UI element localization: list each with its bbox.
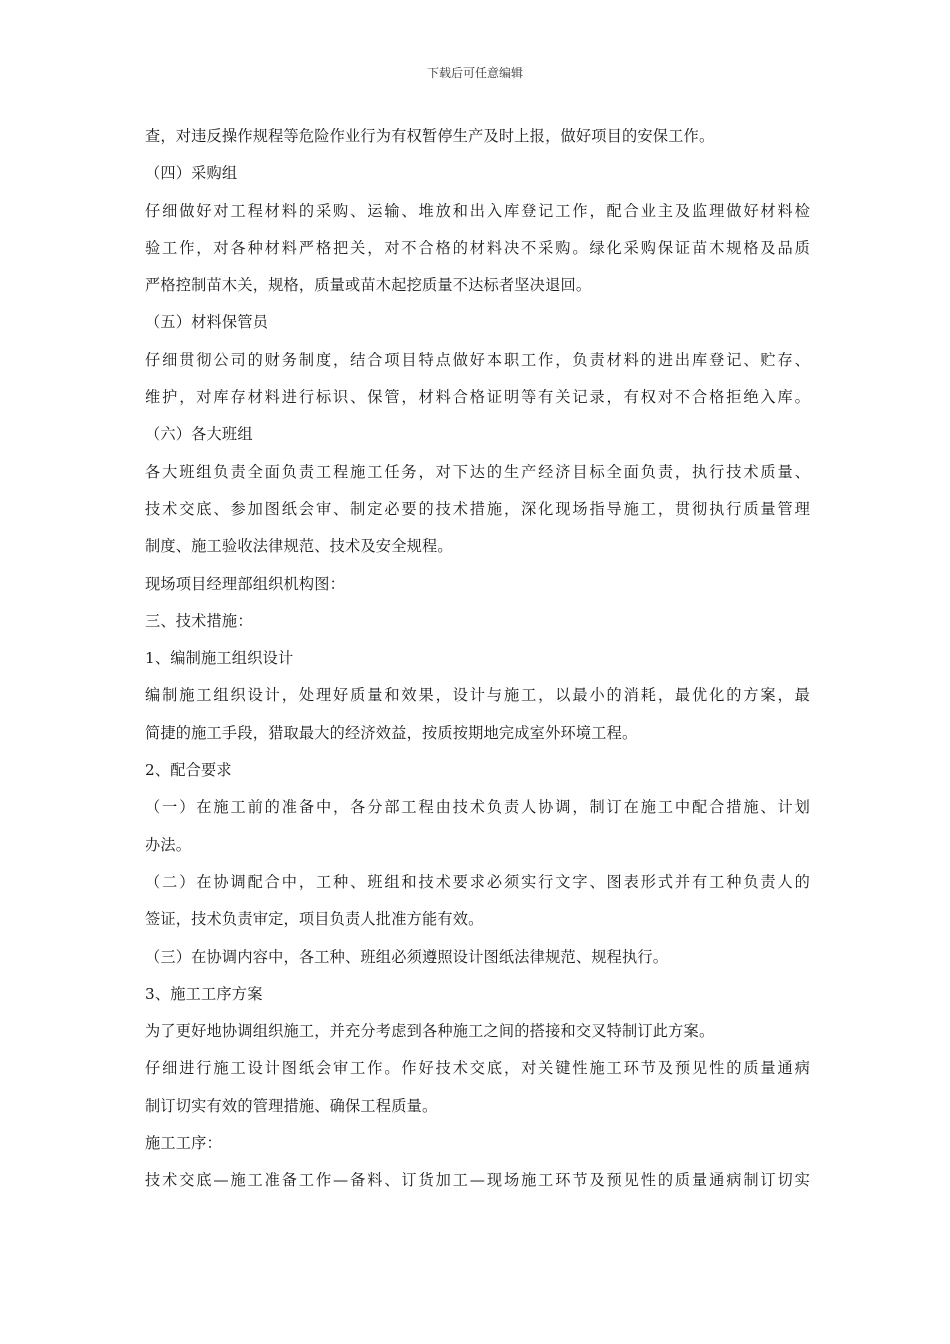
text-line: 技术交底、参加图纸会审、制定必要的技术措施，深化现场指导施工，贯彻执行质量管理 — [145, 499, 810, 518]
text-line: 1、编制施工组织设计 — [145, 649, 294, 668]
text-line: 施工工序： — [145, 1134, 222, 1153]
text-line: 仔细做好对工程材料的采购、运输、堆放和出入库登记工作，配合业主及监理做好材料检 — [145, 201, 810, 220]
text-line: 三、技术措施： — [145, 611, 253, 630]
document-body — [145, 118, 810, 1200]
text-line: （六）各大班组 — [145, 425, 253, 444]
text-line: 现场项目经理部组织机构图： — [145, 574, 346, 593]
text-line: 仔细进行施工设计图纸会审工作。作好技术交底，对关键性施工环节及预见性的质量通病 — [145, 1059, 810, 1078]
text-line: 办法。 — [145, 835, 192, 854]
text-line: （五）材料保管员 — [145, 313, 269, 332]
text-line: （一）在施工前的准备中，各分部工程由技术负责人协调，制订在施工中配合措施、计划 — [145, 798, 810, 817]
text-line: 简捷的施工手段，猎取最大的经济效益，按质按期地完成室外环境工程。 — [145, 723, 638, 742]
text-line: 制度、施工验收法律规范、技术及安全规程。 — [145, 537, 453, 556]
page-header: 下载后可任意编辑 — [426, 66, 523, 80]
text-line: 技术交底—施工准备工作—备料、订货加工—现场施工环节及预见性的质量通病制订切实 — [145, 1171, 810, 1190]
text-line: 仔细贯彻公司的财务制度，结合项目特点做好本职工作，负责材料的进出库登记、贮存、 — [145, 350, 810, 369]
text-line: 各大班组负责全面负责工程施工任务，对下达的生产经济目标全面负责，执行技术质量、 — [145, 462, 810, 481]
text-line: 2、配合要求 — [145, 761, 232, 780]
text-line: 维护，对库存材料进行标识、保管，材料合格证明等有关记录，有权对不合格拒绝入库。 — [145, 388, 810, 407]
text-line: 3、施工工序方案 — [145, 984, 263, 1003]
text-line: （二）在协调配合中，工种、班组和技术要求必须实行文字、图表形式并有工种负责人的 — [145, 872, 810, 891]
text-line: 为了更好地协调组织施工，并充分考虑到各种施工之间的搭接和交叉特制订此方案。 — [145, 1022, 715, 1041]
text-line: （三）在协调内容中，各工种、班组必须遵照设计图纸法律规范、规程执行。 — [145, 947, 669, 966]
text-line: 查，对违反操作规程等危险作业行为有权暂停生产及时上报，做好项目的安保工作。 — [145, 127, 715, 145]
text-line: 签证，技术负责审定，项目负责人批准方能有效。 — [145, 910, 484, 929]
text-line: 制订切实有效的管理措施、确保工程质量。 — [145, 1096, 438, 1115]
text-line: （四）采购组 — [145, 164, 238, 183]
text-line: 严格控制苗木关，规格，质量或苗木起挖质量不达标者坚决退回。 — [145, 276, 592, 295]
text-line: 验工作，对各种材料严格把关，对不合格的材料决不采购。绿化采购保证苗木规格及品质 — [145, 238, 810, 257]
text-line: 编制施工组织设计，处理好质量和效果，设计与施工，以最小的消耗，最优化的方案，最 — [145, 686, 810, 705]
